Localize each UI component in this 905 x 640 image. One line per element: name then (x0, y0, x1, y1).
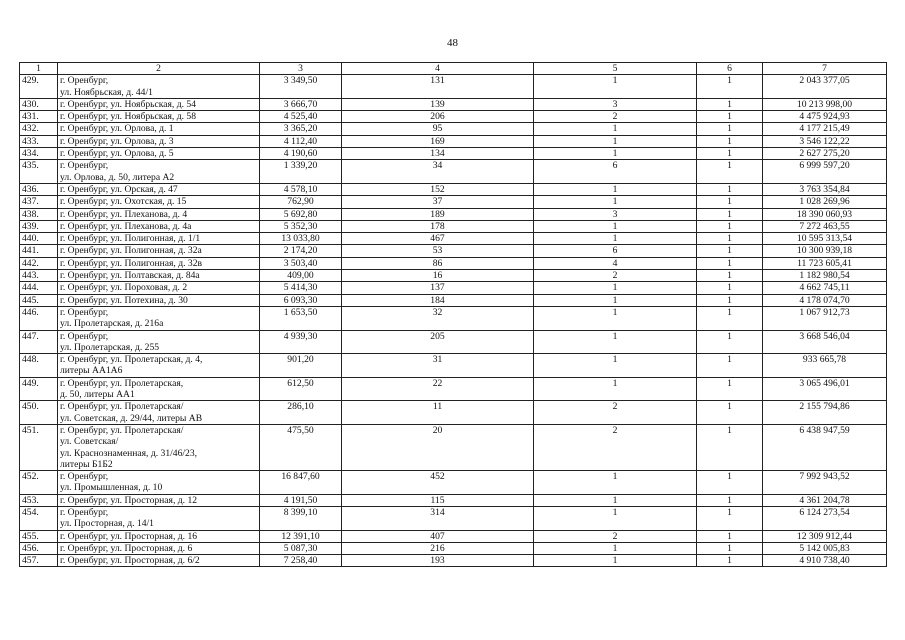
row-number-cell: 436. (20, 183, 58, 195)
address-line: г. Оренбург, (60, 160, 109, 172)
row-number-cell: 439. (20, 220, 58, 232)
area-cell: 1 653,50 (260, 306, 342, 330)
column-4-cell: 216 (342, 542, 534, 554)
cost-cell: 1 028 269,96 (763, 196, 887, 208)
row-number-cell: 435. (20, 160, 58, 184)
area-cell: 612,50 (260, 377, 342, 401)
area-cell: 2 174,20 (260, 245, 342, 257)
column-5-cell: 1 (534, 183, 697, 195)
table-row (20, 306, 887, 330)
table-row (20, 282, 887, 294)
row-number-cell: 452. (20, 471, 58, 495)
address-line: ул. Ноябрьская, д. 44/1 (60, 86, 153, 98)
address-cell (58, 401, 260, 425)
area-cell: 409,00 (260, 270, 342, 282)
address-cell (58, 555, 260, 567)
address-line: литеры Б1Б2 (60, 458, 113, 470)
column-6-cell: 1 (697, 220, 763, 232)
column-5-cell: 6 (534, 160, 697, 184)
address-line: г. Оренбург, ул. Полтавская, д. 84а (60, 270, 200, 282)
cost-cell: 933 665,78 (763, 354, 887, 378)
table-row (20, 123, 887, 135)
area-cell: 5 352,30 (260, 220, 342, 232)
column-6-cell: 1 (697, 148, 763, 160)
cost-cell: 4 177 215,49 (763, 123, 887, 135)
address-cell (58, 377, 260, 401)
row-number-cell: 440. (20, 233, 58, 245)
cost-cell: 2 627 275,20 (763, 148, 887, 160)
cost-cell: 3 668 546,04 (763, 330, 887, 354)
cost-cell: 7 272 463,55 (763, 220, 887, 232)
column-6-cell: 1 (697, 75, 763, 99)
area-cell: 3 349,50 (260, 75, 342, 99)
area-cell: 286,10 (260, 401, 342, 425)
table-row (20, 401, 887, 425)
table-row (20, 208, 887, 220)
column-6-cell: 1 (697, 506, 763, 530)
address-cell (58, 471, 260, 495)
cost-cell: 1 067 912,73 (763, 306, 887, 330)
row-number-cell: 442. (20, 257, 58, 269)
column-5-cell: 3 (534, 98, 697, 110)
address-cell (58, 270, 260, 282)
cost-cell: 18 390 060,93 (763, 208, 887, 220)
area-cell: 3 666,70 (260, 98, 342, 110)
table-row (20, 160, 887, 184)
address-line: г. Оренбург, ул. Пролетарская/ (60, 401, 184, 413)
column-5-cell: 1 (534, 233, 697, 245)
address-line: ул. Советская/ (60, 436, 119, 448)
cost-cell: 6 124 273,54 (763, 506, 887, 530)
address-cell (58, 282, 260, 294)
address-line: г. Оренбург, (60, 75, 109, 87)
address-cell (58, 424, 260, 470)
column-5-cell: 1 (534, 354, 697, 378)
table-row (20, 506, 887, 530)
column-header-6: 6 (697, 63, 763, 75)
row-number-cell: 454. (20, 506, 58, 530)
address-cell (58, 196, 260, 208)
address-line: ул. Пролетарская, д. 216а (60, 318, 164, 330)
table-row (20, 494, 887, 506)
column-4-cell: 20 (342, 424, 534, 470)
table-row (20, 542, 887, 554)
column-header-1: 1 (20, 63, 58, 75)
table-row (20, 270, 887, 282)
cost-cell: 4 178 074,70 (763, 294, 887, 306)
column-5-cell: 1 (534, 542, 697, 554)
column-6-cell: 1 (697, 245, 763, 257)
page-number: 48 (447, 37, 458, 49)
column-4-cell: 32 (342, 306, 534, 330)
column-4-cell: 314 (342, 506, 534, 530)
row-number-cell: 453. (20, 494, 58, 506)
column-5-cell: 1 (534, 135, 697, 147)
housing-registry-table (19, 62, 887, 567)
address-line: г. Оренбург, ул. Пролетарская/ (60, 424, 184, 436)
address-cell (58, 233, 260, 245)
column-6-cell: 1 (697, 233, 763, 245)
address-cell (58, 220, 260, 232)
column-6-cell: 1 (697, 542, 763, 554)
table-row (20, 424, 887, 470)
column-5-cell: 1 (534, 471, 697, 495)
column-4-cell: 95 (342, 123, 534, 135)
row-number-cell: 438. (20, 208, 58, 220)
address-line: г. Оренбург, ул. Пролетарская, д. 4, (60, 354, 203, 366)
table-row (20, 183, 887, 195)
column-5-cell: 4 (534, 257, 697, 269)
column-header-5: 5 (534, 63, 697, 75)
column-5-cell: 2 (534, 111, 697, 123)
address-line: г. Оренбург, ул. Просторная, д. 6 (60, 542, 193, 554)
column-6-cell: 1 (697, 294, 763, 306)
column-6-cell: 1 (697, 530, 763, 542)
address-cell (58, 354, 260, 378)
row-number-cell: 449. (20, 377, 58, 401)
table-body (20, 63, 887, 567)
address-line: г. Оренбург, ул. Орская, д. 47 (60, 183, 178, 195)
column-4-cell: 137 (342, 282, 534, 294)
column-5-cell: 1 (534, 196, 697, 208)
address-line: г. Оренбург, ул. Просторная, д. 6/2 (60, 555, 200, 567)
column-5-cell: 2 (534, 401, 697, 425)
address-line: ул. Орлова, д. 50, литера А2 (60, 171, 175, 183)
table-row (20, 135, 887, 147)
column-6-cell: 1 (697, 208, 763, 220)
column-4-cell: 131 (342, 75, 534, 99)
address-cell (58, 294, 260, 306)
area-cell: 16 847,60 (260, 471, 342, 495)
column-4-cell: 53 (342, 245, 534, 257)
address-line: г. Оренбург, ул. Просторная, д. 12 (60, 494, 198, 506)
cost-cell: 7 992 943,52 (763, 471, 887, 495)
column-6-cell: 1 (697, 377, 763, 401)
address-cell (58, 98, 260, 110)
cost-cell: 10 300 939,18 (763, 245, 887, 257)
column-4-cell: 452 (342, 471, 534, 495)
table-row (20, 98, 887, 110)
table-row (20, 354, 887, 378)
column-5-cell: 1 (534, 148, 697, 160)
column-4-cell: 152 (342, 183, 534, 195)
column-4-cell: 189 (342, 208, 534, 220)
table-row (20, 257, 887, 269)
column-5-cell: 1 (534, 306, 697, 330)
column-6-cell: 1 (697, 257, 763, 269)
cost-cell: 2 155 794,86 (763, 401, 887, 425)
column-6-cell: 1 (697, 401, 763, 425)
address-line: г. Оренбург, ул. Орлова, д. 3 (60, 135, 174, 147)
address-line: г. Оренбург, ул. Полигонная, д. 32в (60, 257, 203, 269)
area-cell: 475,50 (260, 424, 342, 470)
row-number-cell: 457. (20, 555, 58, 567)
address-line: г. Оренбург, ул. Ноябрьская, д. 58 (60, 111, 197, 123)
column-5-cell: 1 (534, 282, 697, 294)
row-number-cell: 443. (20, 270, 58, 282)
address-cell (58, 111, 260, 123)
row-number-cell: 444. (20, 282, 58, 294)
address-cell (58, 257, 260, 269)
area-cell: 3 503,40 (260, 257, 342, 269)
area-cell: 5 692,80 (260, 208, 342, 220)
cost-cell: 4 662 745,11 (763, 282, 887, 294)
column-5-cell: 1 (534, 555, 697, 567)
address-line: г. Оренбург, ул. Плеханова, д. 4а (60, 220, 192, 232)
column-4-cell: 467 (342, 233, 534, 245)
address-line: г. Оренбург, ул. Полигонная, д. 1/1 (60, 233, 201, 245)
column-number-row (20, 63, 887, 75)
table-row (20, 555, 887, 567)
column-4-cell: 22 (342, 377, 534, 401)
column-6-cell: 1 (697, 306, 763, 330)
table-row (20, 377, 887, 401)
column-5-cell: 2 (534, 270, 697, 282)
area-cell: 762,90 (260, 196, 342, 208)
address-line: г. Оренбург, (60, 506, 109, 518)
cost-cell: 4 475 924,93 (763, 111, 887, 123)
column-5-cell: 1 (534, 123, 697, 135)
column-5-cell: 2 (534, 530, 697, 542)
address-line: ул. Советская, д. 29/44, литеры АВ (60, 412, 203, 424)
area-cell: 4 190,60 (260, 148, 342, 160)
row-number-cell: 445. (20, 294, 58, 306)
address-cell (58, 123, 260, 135)
address-line: г. Оренбург, (60, 471, 109, 483)
column-6-cell: 1 (697, 160, 763, 184)
column-4-cell: 16 (342, 270, 534, 282)
address-cell (58, 306, 260, 330)
row-number-cell: 451. (20, 424, 58, 470)
address-cell (58, 208, 260, 220)
address-line: ул. Промышленная, д. 10 (60, 482, 163, 494)
address-cell (58, 160, 260, 184)
column-6-cell: 1 (697, 282, 763, 294)
column-6-cell: 1 (697, 123, 763, 135)
row-number-cell: 448. (20, 354, 58, 378)
table-row (20, 148, 887, 160)
area-cell: 4 191,50 (260, 494, 342, 506)
area-cell: 4 578,10 (260, 183, 342, 195)
area-cell: 901,20 (260, 354, 342, 378)
cost-cell: 10 595 313,54 (763, 233, 887, 245)
cost-cell: 4 361 204,78 (763, 494, 887, 506)
cost-cell: 1 182 980,54 (763, 270, 887, 282)
column-6-cell: 1 (697, 354, 763, 378)
column-5-cell: 1 (534, 294, 697, 306)
address-line: г. Оренбург, ул. Ноябрьская, д. 54 (60, 98, 197, 110)
address-cell (58, 148, 260, 160)
address-line: г. Оренбург, ул. Полигонная, д. 32а (60, 245, 202, 257)
column-4-cell: 34 (342, 160, 534, 184)
area-cell: 4 939,30 (260, 330, 342, 354)
row-number-cell: 455. (20, 530, 58, 542)
area-cell: 5 414,30 (260, 282, 342, 294)
cost-cell: 4 910 738,40 (763, 555, 887, 567)
area-cell: 3 365,20 (260, 123, 342, 135)
column-4-cell: 193 (342, 555, 534, 567)
column-4-cell: 169 (342, 135, 534, 147)
column-4-cell: 11 (342, 401, 534, 425)
column-5-cell: 2 (534, 424, 697, 470)
column-4-cell: 86 (342, 257, 534, 269)
area-cell: 8 399,10 (260, 506, 342, 530)
row-number-cell: 430. (20, 98, 58, 110)
address-line: г. Оренбург, (60, 306, 109, 318)
column-5-cell: 1 (534, 330, 697, 354)
row-number-cell: 432. (20, 123, 58, 135)
table-row (20, 196, 887, 208)
address-line: ул. Пролетарская, д. 255 (60, 341, 160, 353)
address-line: г. Оренбург, ул. Потехина, д. 30 (60, 294, 188, 306)
area-cell: 6 093,30 (260, 294, 342, 306)
area-cell: 13 033,80 (260, 233, 342, 245)
row-number-cell: 447. (20, 330, 58, 354)
column-4-cell: 407 (342, 530, 534, 542)
column-header-3: 3 (260, 63, 342, 75)
cost-cell: 6 999 597,20 (763, 160, 887, 184)
column-5-cell: 6 (534, 245, 697, 257)
area-cell: 4 112,40 (260, 135, 342, 147)
address-line: ул. Просторная, д. 14/1 (60, 518, 154, 530)
address-cell (58, 135, 260, 147)
table-row (20, 111, 887, 123)
table-row (20, 233, 887, 245)
address-cell (58, 330, 260, 354)
row-number-cell: 434. (20, 148, 58, 160)
address-cell (58, 542, 260, 554)
address-line: г. Оренбург, ул. Просторная, д. 16 (60, 530, 198, 542)
address-line: г. Оренбург, ул. Орлова, д. 1 (60, 123, 174, 135)
area-cell: 12 391,10 (260, 530, 342, 542)
cost-cell: 5 142 005,83 (763, 542, 887, 554)
column-6-cell: 1 (697, 330, 763, 354)
area-cell: 4 525,40 (260, 111, 342, 123)
table-row (20, 471, 887, 495)
cost-cell: 11 723 605,41 (763, 257, 887, 269)
row-number-cell: 446. (20, 306, 58, 330)
address-cell (58, 183, 260, 195)
cost-cell: 3 065 496,01 (763, 377, 887, 401)
address-line: г. Оренбург, ул. Пороховая, д. 2 (60, 282, 188, 294)
column-header-4: 4 (342, 63, 534, 75)
row-number-cell: 441. (20, 245, 58, 257)
column-5-cell: 1 (534, 220, 697, 232)
address-cell (58, 245, 260, 257)
area-cell: 5 087,30 (260, 542, 342, 554)
table-row (20, 330, 887, 354)
column-6-cell: 1 (697, 111, 763, 123)
row-number-cell: 431. (20, 111, 58, 123)
address-line: г. Оренбург, (60, 330, 109, 342)
column-header-7: 7 (763, 63, 887, 75)
table-row (20, 75, 887, 99)
address-line: г. Оренбург, ул. Охотская, д. 15 (60, 196, 187, 208)
address-line: г. Оренбург, ул. Орлова, д. 5 (60, 148, 174, 160)
column-6-cell: 1 (697, 183, 763, 195)
address-line: литеры АА1А6 (60, 365, 123, 377)
cost-cell: 12 309 912,44 (763, 530, 887, 542)
column-6-cell: 1 (697, 494, 763, 506)
table-row (20, 530, 887, 542)
column-4-cell: 178 (342, 220, 534, 232)
column-6-cell: 1 (697, 98, 763, 110)
area-cell: 7 258,40 (260, 555, 342, 567)
column-5-cell: 1 (534, 494, 697, 506)
column-5-cell: 1 (534, 506, 697, 530)
cost-cell: 2 043 377,05 (763, 75, 887, 99)
address-cell (58, 530, 260, 542)
column-6-cell: 1 (697, 424, 763, 470)
column-6-cell: 1 (697, 270, 763, 282)
address-line: г. Оренбург, ул. Плеханова, д. 4 (60, 208, 188, 220)
column-6-cell: 1 (697, 196, 763, 208)
address-line: д. 50, литеры АА1 (60, 389, 135, 401)
row-number-cell: 433. (20, 135, 58, 147)
column-5-cell: 1 (534, 377, 697, 401)
column-header-2: 2 (58, 63, 260, 75)
column-4-cell: 184 (342, 294, 534, 306)
address-line: ул. Краснознаменная, д. 31/46/23, (60, 447, 198, 459)
cost-cell: 10 213 998,00 (763, 98, 887, 110)
area-cell: 1 339,20 (260, 160, 342, 184)
column-6-cell: 1 (697, 555, 763, 567)
column-4-cell: 37 (342, 196, 534, 208)
table-row (20, 220, 887, 232)
column-6-cell: 1 (697, 135, 763, 147)
row-number-cell: 456. (20, 542, 58, 554)
column-5-cell: 1 (534, 75, 697, 99)
address-cell (58, 494, 260, 506)
column-4-cell: 115 (342, 494, 534, 506)
address-cell (58, 75, 260, 99)
column-4-cell: 134 (342, 148, 534, 160)
cost-cell: 3 546 122,22 (763, 135, 887, 147)
table-row (20, 245, 887, 257)
address-line: г. Оренбург, ул. Пролетарская, (60, 377, 184, 389)
column-6-cell: 1 (697, 471, 763, 495)
column-4-cell: 206 (342, 111, 534, 123)
cost-cell: 3 763 354,84 (763, 183, 887, 195)
address-cell (58, 506, 260, 530)
column-4-cell: 139 (342, 98, 534, 110)
column-4-cell: 205 (342, 330, 534, 354)
column-4-cell: 31 (342, 354, 534, 378)
row-number-cell: 429. (20, 75, 58, 99)
cost-cell: 6 438 947,59 (763, 424, 887, 470)
row-number-cell: 450. (20, 401, 58, 425)
table-row (20, 294, 887, 306)
row-number-cell: 437. (20, 196, 58, 208)
column-5-cell: 3 (534, 208, 697, 220)
